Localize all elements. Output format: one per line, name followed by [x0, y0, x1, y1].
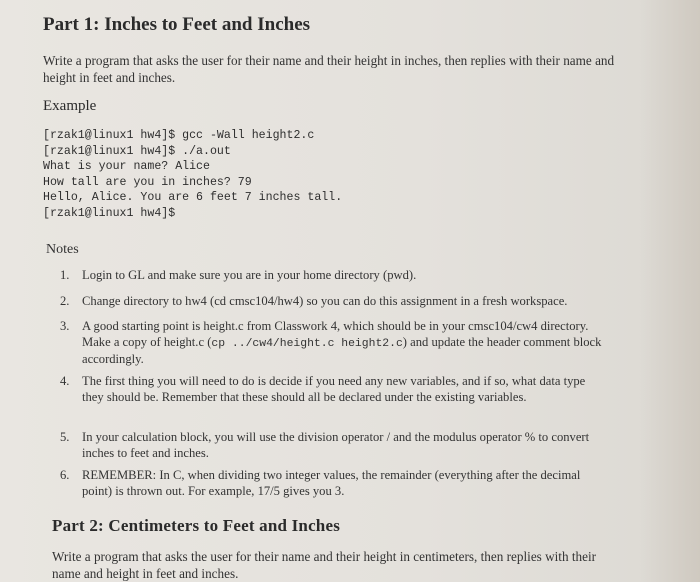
inline-code: cp ../cw4/height.c height2.c	[211, 337, 403, 350]
example-terminal-output	[43, 128, 342, 222]
list-text: In your calculation block, you will use the division operator / and the modulus operator % to convert inches to feet and inches.	[82, 430, 590, 460]
list-text-part: A good starting point is height.c from Classwork 4, which should be in your cmsc104/cw4 directory. Make a copy of height.c (	[82, 319, 589, 349]
list-number: 6.	[60, 468, 70, 482]
list-text: Login to GL and make sure you are in your home directory (pwd).	[82, 268, 417, 282]
list-number: 5.	[60, 430, 70, 444]
list-number: 4.	[60, 374, 70, 388]
list-number: 1.	[60, 268, 70, 282]
terminal-line: [rzak1@linux1 hw4]$	[43, 206, 176, 220]
list-text: The first thing you will need to do is decide if you need any new variables, and if so, what data type they should be. Remember that these should all be declared under the existing variables.	[82, 374, 586, 404]
terminal-line: What is your name? Alice	[43, 160, 210, 174]
list-text	[82, 319, 602, 368]
page-edge-shadow	[640, 0, 700, 582]
part1-description: Write a program that asks the user for their name and their height in inches, then replies with their name and height in feet and inches.	[43, 53, 615, 85]
terminal-line: Hello, Alice. You are 6 feet 7 inches tall.	[43, 191, 343, 205]
list-number: 3.	[60, 319, 70, 333]
example-heading: Example	[43, 98, 97, 114]
part2-title: Part 2: Centimeters to Feet and Inches	[52, 516, 341, 535]
notes-heading: Notes	[46, 242, 79, 257]
list-text: REMEMBER: In C, when dividing two integer values, the remainder (everything after the decimal point) is thrown out. For example, 17/5 gives you 3.	[82, 468, 581, 498]
terminal-line: How tall are you in inches? 79	[43, 175, 252, 189]
terminal-line: [rzak1@linux1 hw4]$ gcc -Wall height2.c	[43, 129, 315, 142]
part1-title: Part 1: Inches to Feet and Inches	[43, 14, 311, 35]
part2-description: Write a program that asks the user for their name and their height in centimeters, then replies with their name and height in feet and inches.	[52, 549, 597, 581]
terminal-line: [rzak1@linux1 hw4]$ ./a.out	[43, 144, 231, 158]
list-text-part: ) and update the header comment block accordingly.	[82, 334, 602, 367]
list-text: Change directory to hw4 (cd cmsc104/hw4) so you can do this assignment in a fresh workspace.	[82, 294, 568, 308]
list-number: 2.	[60, 294, 70, 308]
